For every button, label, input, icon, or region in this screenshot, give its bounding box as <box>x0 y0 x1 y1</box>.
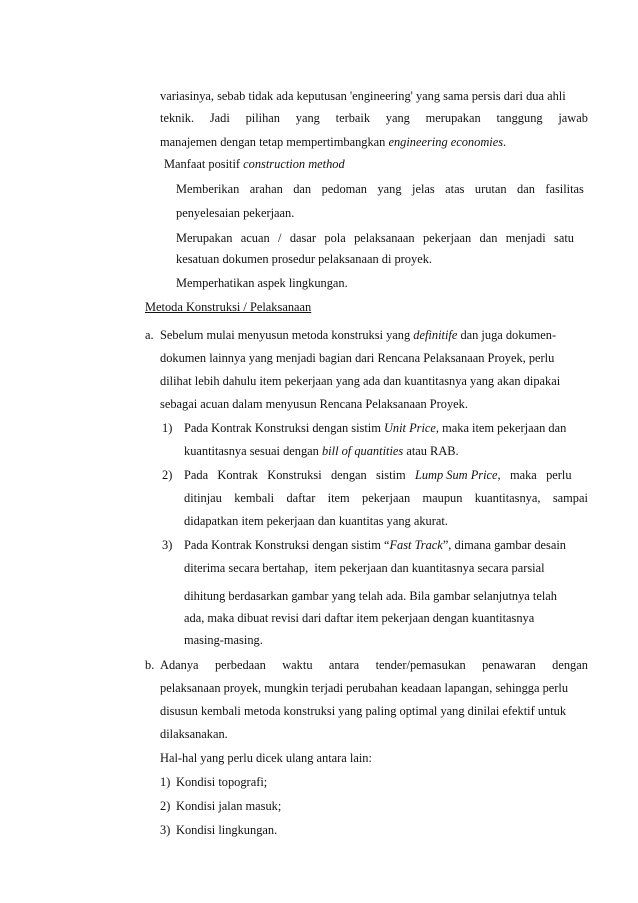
word: yang <box>377 182 402 196</box>
word: sampai <box>552 491 588 505</box>
word: perbedaan <box>214 658 266 672</box>
word: merupakan <box>425 111 481 125</box>
word: teknik. <box>160 111 195 125</box>
word: waktu <box>282 658 313 672</box>
manfaat-item-3: Memperhatikan aspek lingkungan. <box>176 276 348 290</box>
item-a-line-1: Sebelum mulai menyusun metoda konstruksi yang definitife dan juga dokumen- <box>160 328 557 342</box>
item-a-line-3: dilihat lebih dahulu item pekerjaan yang ada dan kuantitasnya yang akan dipakai <box>160 374 561 388</box>
word: Memberikan <box>176 182 240 196</box>
word: fasilitas <box>545 182 584 196</box>
intro-line-2 <box>160 110 588 126</box>
word: pilihan <box>245 111 280 125</box>
item-b-line-3: disusun kembali metoda konstruksi yang paling optimal yang dinilai efektif untuk <box>160 704 567 718</box>
item-a-line-4: sebagai acuan dalam menyusun Rencana Pelaksanaan Proyek. <box>160 397 468 411</box>
word: kembali <box>234 491 275 505</box>
word: penawaran <box>482 658 536 672</box>
word: antara <box>328 658 360 672</box>
item-b2-text: Kondisi jalan masuk; <box>176 799 282 813</box>
intro-line-3: manajemen dengan tetap mempertimbangkan engineering economies. <box>160 135 507 149</box>
word: pelaksanaan <box>354 231 415 245</box>
word: / <box>278 231 282 245</box>
item-a3-number: 3) <box>162 538 173 552</box>
item-a1-line-2: kuantitasnya sesuai dengan bill of quantities atau RAB. <box>184 444 459 458</box>
item-a3-line-1: Pada Kontrak Konstruksi dengan sistim “Fast Track”, dimana gambar desain <box>184 538 566 552</box>
word: Jadi <box>209 111 230 125</box>
item-a3-line-3: dihitung berdasarkan gambar yang telah ada. Bila gambar selanjutnya telah <box>184 589 557 603</box>
word: Adanya <box>160 658 199 672</box>
word: dasar <box>289 231 317 245</box>
section-title: Metoda Konstruksi / Pelaksanaan <box>145 300 312 314</box>
word: kuantitasnya, <box>474 491 541 505</box>
word: satu <box>554 231 574 245</box>
word: item <box>327 491 350 505</box>
word: dengan <box>552 658 588 672</box>
item-b1-number: 1) <box>160 775 171 789</box>
item-b-marker: b. <box>145 658 155 672</box>
word: atas <box>445 182 465 196</box>
word: arahan <box>249 182 283 196</box>
item-a1-number: 1) <box>162 421 173 435</box>
word: maupun <box>422 491 463 505</box>
word: dan <box>293 182 312 196</box>
word: jawab <box>558 111 588 125</box>
word: dan <box>479 231 498 245</box>
manfaat-item-2-line-1 <box>176 230 574 246</box>
item-b2-number: 2) <box>160 799 171 813</box>
word: terbaik <box>335 111 371 125</box>
manfaat-heading: Manfaat positif construction method <box>164 157 345 171</box>
item-a2-line-2 <box>184 490 588 506</box>
item-a3-line-2: diterima secara bertahap, item pekerjaan dan kuantitasnya secara parsial <box>184 561 545 575</box>
item-a-marker: a. <box>145 328 154 342</box>
item-a-line-2: dokumen lainnya yang menjadi bagian dari Rencana Pelaksanaan Proyek, perlu <box>160 351 555 365</box>
manfaat-item-2-line-2: kesatuan dokumen prosedur pelaksanaan di proyek. <box>176 252 432 266</box>
word: daftar <box>286 491 316 505</box>
item-b3-text: Kondisi lingkungan. <box>176 823 278 837</box>
item-a2-line-1: Pada Kontrak Konstruksi dengan sistim Lump Sum Price, maka perlu <box>184 468 572 482</box>
item-a2-number: 2) <box>162 468 173 482</box>
word: yang <box>295 111 320 125</box>
word: pekerjaan <box>422 231 472 245</box>
word: pola <box>324 231 346 245</box>
word: pedoman <box>321 182 367 196</box>
item-a1-line-1: Pada Kontrak Konstruksi dengan sistim Unit Price, maka item pekerjaan dan <box>184 421 567 435</box>
word: acuan <box>240 231 270 245</box>
item-b-line-2: pelaksanaan proyek, mungkin terjadi perubahan keadaan lapangan, sehingga perlu <box>160 681 569 695</box>
word: ditinjau <box>184 491 222 505</box>
intro-line-1: variasinya, sebab tidak ada keputusan 'engineering' yang sama persis dari dua ahli <box>160 89 566 103</box>
item-b1-text: Kondisi topografi; <box>176 775 268 789</box>
item-b-line-5: Hal-hal yang perlu dicek ulang antara lain: <box>160 751 372 765</box>
item-a3-line-4: ada, maka dibuat revisi dari daftar item pekerjaan dengan kuantitasnya <box>184 611 535 625</box>
manfaat-item-1-line-2: penyelesaian pekerjaan. <box>176 206 295 220</box>
item-b3-number: 3) <box>160 823 171 837</box>
word: Merupakan <box>176 231 233 245</box>
word: dan <box>517 182 535 196</box>
word: tender/pemasukan <box>375 658 466 672</box>
item-b-line-4: dilaksanakan. <box>160 727 228 741</box>
item-b-line-1 <box>160 657 588 673</box>
word: yang <box>385 111 410 125</box>
word: jelas <box>412 182 435 196</box>
item-a2-line-3: didapatkan item pekerjaan dan kuantitas yang akurat. <box>184 514 448 528</box>
item-a3-line-5: masing-masing. <box>184 633 263 647</box>
word: pekerjaan <box>362 491 411 505</box>
word: urutan <box>474 182 507 196</box>
word: menjadi <box>505 231 546 245</box>
word: tanggung <box>496 111 543 125</box>
manfaat-item-1-line-1 <box>176 181 584 197</box>
